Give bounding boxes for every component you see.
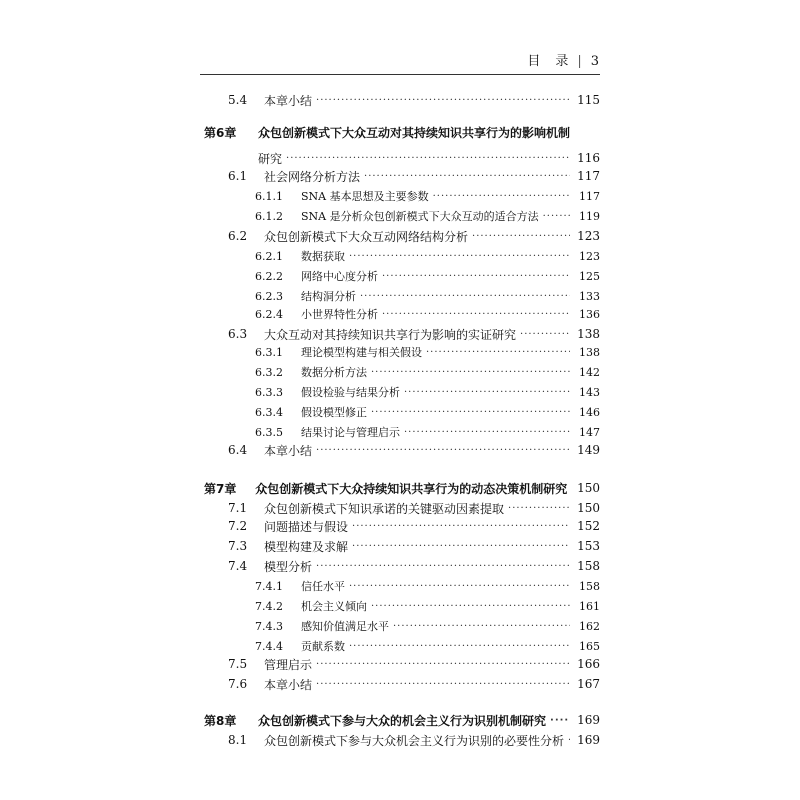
- toc-entry-number: 第8章: [204, 713, 237, 728]
- toc-entry-number: 7.4.3: [255, 619, 283, 633]
- toc-entry-page: 165: [579, 639, 600, 653]
- toc-entry-number: 5.4: [228, 93, 248, 107]
- toc-entry[interactable]: [0, 674, 800, 694]
- toc-entry-title: 小世界特性分析: [301, 308, 378, 321]
- toc-entry[interactable]: [0, 576, 800, 596]
- toc-entry-number: 6.2: [228, 229, 248, 243]
- toc-entry-title: 结构洞分析: [301, 290, 356, 303]
- toc-entry-title: 本章小结: [264, 443, 313, 458]
- toc-entry-page: 149: [577, 443, 600, 457]
- dot-leader: [568, 735, 570, 746]
- dot-leader: [316, 561, 570, 572]
- toc-entry-title: 社会网络分析方法: [264, 169, 361, 184]
- toc-entry-page: 143: [579, 385, 600, 399]
- toc-entry[interactable]: [0, 304, 800, 324]
- toc-entry-number: 7.5: [228, 657, 248, 671]
- toc-entry-title: 信任水平: [301, 580, 345, 593]
- toc-entry-page: 158: [579, 579, 600, 593]
- toc-entry-number: 6.3.1: [255, 345, 283, 359]
- dot-leader: [404, 387, 570, 398]
- toc-entry-page: 150: [577, 481, 600, 495]
- toc-entry-page: 167: [577, 677, 600, 691]
- toc-entry[interactable]: [0, 286, 800, 306]
- toc-entry-title: 众包创新模式下大众持续知识共享行为的动态决策机制研究: [255, 481, 568, 496]
- toc-entry[interactable]: [0, 266, 800, 286]
- dot-leader: [371, 407, 570, 418]
- toc-entry-page: 169: [577, 713, 600, 727]
- toc-entry[interactable]: [0, 654, 800, 674]
- toc-entry[interactable]: [0, 616, 800, 636]
- toc-entry-number: 7.1: [228, 501, 248, 515]
- toc-entry-title: 贡献系数: [301, 640, 345, 653]
- toc-entry-title: 数据获取: [301, 250, 345, 263]
- toc-entry-page: 162: [579, 619, 600, 633]
- toc-entry-title: 众包创新模式下大众互动网络结构分析: [264, 229, 469, 244]
- toc-entry-page: 166: [577, 657, 600, 671]
- dot-leader: [316, 445, 570, 456]
- dot-leader: [382, 309, 570, 320]
- toc-entry[interactable]: [0, 596, 800, 616]
- dot-leader: [550, 715, 570, 726]
- dot-leader: [364, 171, 570, 182]
- toc-entry[interactable]: [0, 206, 800, 226]
- dot-leader: [371, 601, 570, 612]
- toc-entry-page: 152: [577, 519, 600, 533]
- dot-leader: [426, 347, 570, 358]
- toc-chapter-entry[interactable]: [0, 478, 800, 498]
- toc-entry-title: 网络中心度分析: [301, 270, 378, 283]
- toc-entry-number: 6.4: [228, 443, 248, 457]
- toc-entry-title: 本章小结: [264, 677, 313, 692]
- toc-entry[interactable]: [0, 730, 800, 750]
- toc-entry-number: 7.4.2: [255, 599, 283, 613]
- header-page-number: 3: [590, 54, 600, 69]
- dot-leader: [286, 153, 570, 164]
- dot-leader: [543, 211, 570, 222]
- toc-entry[interactable]: [0, 382, 800, 402]
- toc-entry-number: 第7章: [204, 481, 237, 496]
- toc-entry-title: 模型分析: [264, 559, 313, 574]
- toc-entry-number: 6.3.3: [255, 385, 283, 399]
- toc-entry[interactable]: [0, 186, 800, 206]
- toc-entry-page: 115: [577, 93, 600, 107]
- toc-entry-title: 假设模型修正: [301, 406, 367, 419]
- dot-leader: [508, 503, 570, 514]
- toc-entry[interactable]: [0, 536, 800, 556]
- toc-entry[interactable]: [0, 342, 800, 362]
- toc-entry-title: 众包创新模式下知识承诺的关键驱动因素提取: [264, 501, 505, 516]
- toc-entry-title: 研究: [258, 151, 283, 166]
- toc-entry[interactable]: [0, 422, 800, 442]
- toc-chapter-entry[interactable]: [0, 710, 800, 730]
- toc-entry-title: 结果讨论与管理启示: [301, 426, 400, 439]
- toc-entry-page: 123: [579, 249, 600, 263]
- toc-entry-page: 116: [577, 151, 600, 165]
- toc-entry-title: 大众互动对其持续知识共享行为影响的实证研究: [264, 327, 517, 342]
- toc-entry-number: 6.2.4: [255, 307, 283, 321]
- toc-entry-page: 125: [579, 269, 600, 283]
- dot-leader: [382, 271, 570, 282]
- toc-entry-title: 众包创新模式下大众互动对其持续知识共享行为的影响机制: [258, 125, 571, 140]
- toc-entry-number: 6.2.1: [255, 249, 283, 263]
- toc-entry[interactable]: [0, 498, 800, 518]
- toc-entry-title: SNA 是分析众包创新模式下大众互动的适合方法: [301, 210, 539, 223]
- toc-entry-page: 133: [579, 289, 600, 303]
- toc-entry-number: 第6章: [204, 125, 237, 140]
- toc-entry-title: 管理启示: [264, 657, 313, 672]
- toc-entry-title: SNA 基本思想及主要参数: [301, 190, 429, 203]
- toc-entry-page: 142: [579, 365, 600, 379]
- toc-entry[interactable]: [0, 90, 800, 110]
- toc-entry-title: 机会主义倾向: [301, 600, 367, 613]
- toc-entry-page: 147: [579, 425, 600, 439]
- toc-entry[interactable]: [0, 516, 800, 536]
- header-title: 目 录: [527, 54, 570, 69]
- toc-entry-page: 169: [577, 733, 600, 747]
- toc-entry-page: 146: [579, 405, 600, 419]
- dot-leader: [404, 427, 570, 438]
- toc-entry-title: 理论模型构建与相关假设: [301, 346, 422, 359]
- dot-leader: [371, 367, 570, 378]
- dot-leader: [349, 581, 570, 592]
- toc-entry-page: 153: [577, 539, 600, 553]
- toc-entry-page: 117: [577, 169, 600, 183]
- toc-entry-title: 问题描述与假设: [264, 519, 349, 534]
- toc-entry-number: 6.1: [228, 169, 248, 183]
- toc-entry[interactable]: [0, 166, 800, 186]
- toc-entry[interactable]: [0, 148, 800, 168]
- toc-entry-number: 6.1.2: [255, 209, 283, 223]
- toc-entry-number: 7.3: [228, 539, 248, 553]
- toc-entry-title: 本章小结: [264, 93, 313, 108]
- header-separator: |: [577, 54, 583, 69]
- toc-entry-number: 6.1.1: [255, 189, 283, 203]
- dot-leader: [472, 231, 570, 242]
- dot-leader: [352, 541, 570, 552]
- toc-entry-number: 7.4: [228, 559, 248, 573]
- toc-entry[interactable]: [0, 362, 800, 382]
- toc-entry-number: 7.2: [228, 519, 248, 533]
- toc-entry-number: 8.1: [228, 733, 248, 747]
- toc-entry-number: 6.2.2: [255, 269, 283, 283]
- toc-entry-title: 众包创新模式下参与大众机会主义行为识别的必要性分析: [264, 733, 565, 748]
- toc-entry[interactable]: [0, 246, 800, 266]
- toc-entry[interactable]: [0, 226, 800, 246]
- dot-leader: [360, 291, 570, 302]
- dot-leader: [316, 679, 570, 690]
- toc-entry-title: 模型构建及求解: [264, 539, 349, 554]
- dot-leader: [520, 329, 570, 340]
- toc-entry-number: 6.3.5: [255, 425, 283, 439]
- toc-entry[interactable]: [0, 440, 800, 460]
- toc-entry-page: 138: [577, 327, 600, 341]
- dot-leader: [349, 641, 570, 652]
- toc-entry-number: 6.3: [228, 327, 248, 341]
- toc-entry-page: 150: [577, 501, 600, 515]
- dot-leader: [352, 521, 570, 532]
- toc-entry[interactable]: [0, 636, 800, 656]
- toc-entry-title: 感知价值满足水平: [301, 620, 389, 633]
- toc-entry-page: 161: [579, 599, 600, 613]
- toc-entry-page: 136: [579, 307, 600, 321]
- toc-entry-number: 7.4.4: [255, 639, 283, 653]
- toc-entry-title: 假设检验与结果分析: [301, 386, 400, 399]
- toc-entry[interactable]: [0, 402, 800, 422]
- dot-leader: [349, 251, 570, 262]
- toc-entry[interactable]: [0, 324, 800, 344]
- toc-entry-page: 158: [577, 559, 600, 573]
- toc-entry-title: 数据分析方法: [301, 366, 367, 379]
- toc-entry-page: 138: [579, 345, 600, 359]
- toc-entry-title: 众包创新模式下参与大众的机会主义行为识别机制研究: [258, 713, 547, 728]
- toc-entry-number: 6.3.2: [255, 365, 283, 379]
- dot-leader: [393, 621, 570, 632]
- dot-leader: [316, 95, 570, 106]
- toc-entry-number: 6.2.3: [255, 289, 283, 303]
- toc-entry-number: 7.4.1: [255, 579, 283, 593]
- toc-entry-page: 117: [579, 189, 600, 203]
- toc-entry-page: 119: [579, 209, 600, 223]
- toc-chapter-entry[interactable]: [0, 122, 800, 142]
- toc-entry-number: 6.3.4: [255, 405, 283, 419]
- toc-entry-number: 7.6: [228, 677, 248, 691]
- dot-leader: [316, 659, 570, 670]
- toc-entry-page: 123: [577, 229, 600, 243]
- dot-leader: [433, 191, 570, 202]
- toc-entry[interactable]: [0, 556, 800, 576]
